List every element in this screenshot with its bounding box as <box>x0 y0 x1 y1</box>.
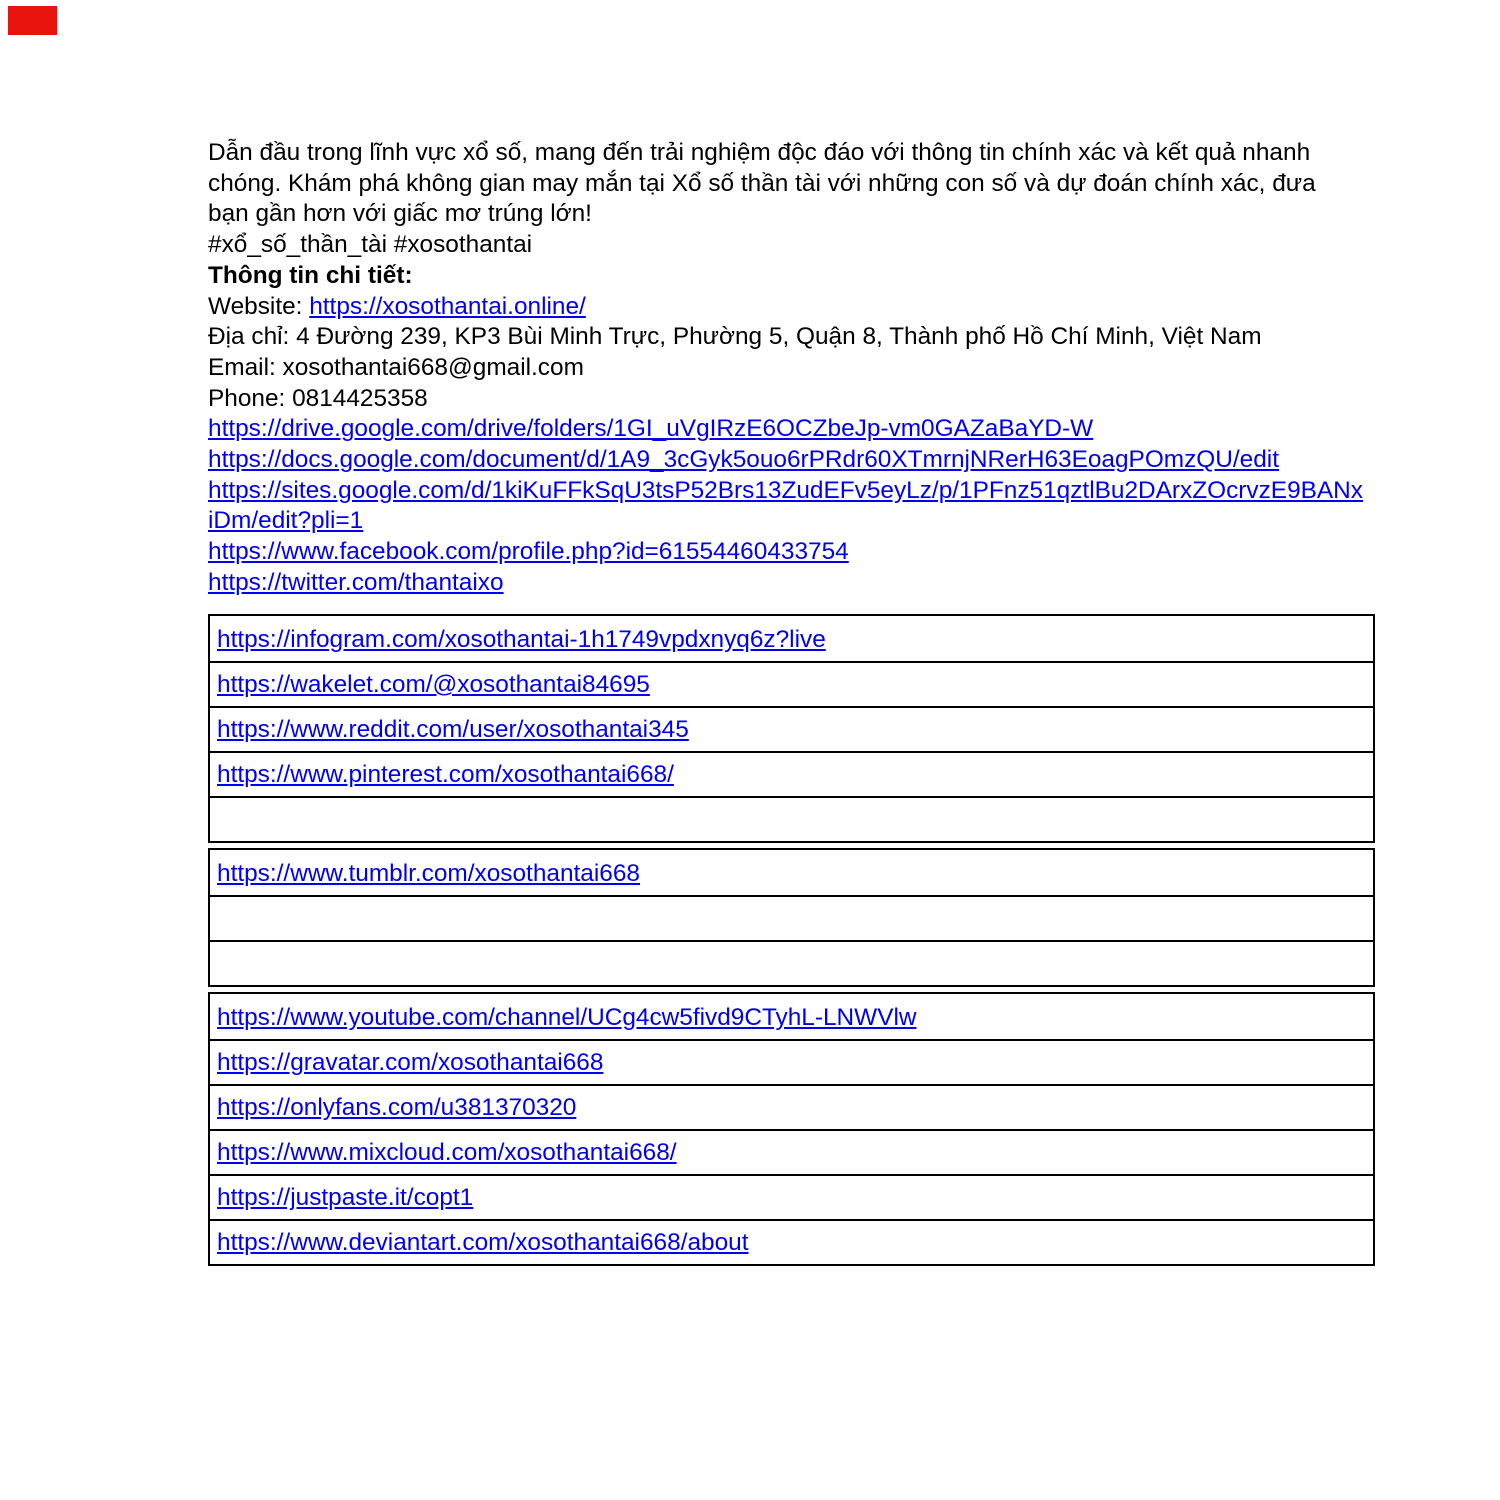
table-row <box>210 994 1373 1039</box>
table-link[interactable]: https://gravatar.com/xosothantai668 <box>217 1048 604 1076</box>
profile-link[interactable]: https://www.facebook.com/profile.php?id=61554460433754 <box>208 538 849 566</box>
table-row <box>210 1174 1373 1219</box>
table-row <box>210 796 1373 841</box>
link-table <box>208 614 1375 843</box>
intro-paragraph: Dẫn đầu trong lĩnh vực xổ số, mang đến trải nghiệm độc đáo với thông tin chính xác và kết quả nhanh chóng. Khám phá không gian may mắn tại Xổ số thần tài với những con số và dự đoán chính xác, đưa bạn gần hơn với giấc mơ trúng lớn! <box>208 139 1316 228</box>
table-row <box>210 895 1373 940</box>
table-row <box>210 1129 1373 1174</box>
table-link[interactable]: https://www.tumblr.com/xosothantai668 <box>217 859 640 887</box>
details-heading: Thông tin chi tiết: <box>208 261 413 289</box>
table-row <box>210 616 1373 661</box>
table-link[interactable]: https://infogram.com/xosothantai-1h1749vpdxnyq6z?live <box>217 625 826 653</box>
table-row <box>210 1219 1373 1264</box>
profile-link[interactable]: https://sites.google.com/d/1kiKuFFkSqU3tsP52Brs13ZudEFv5eyLz/p/1PFnz51qztlBu2DArxZOcrvzE9BANxiDm/edit?pli=1 <box>208 476 1363 535</box>
website-label: Website: <box>208 292 310 320</box>
table-link[interactable]: https://onlyfans.com/u381370320 <box>217 1093 577 1121</box>
table-link[interactable]: https://www.deviantart.com/xosothantai668/about <box>217 1228 749 1256</box>
profile-link[interactable]: https://drive.google.com/drive/folders/1GI_uVgIRzE6OCZbeJp-vm0GAZaBaYD-W <box>208 415 1094 443</box>
profile-links-block <box>208 414 1363 598</box>
website-link[interactable]: https://xosothantai.online/ <box>309 292 586 320</box>
table-link[interactable]: https://wakelet.com/@xosothantai84695 <box>217 670 650 698</box>
profile-link[interactable]: https://twitter.com/thantaixo <box>208 568 504 596</box>
profile-link-line <box>208 537 1363 568</box>
hashtags-line: #xổ_số_thần_tài #xosothantai <box>208 231 533 259</box>
table-link[interactable]: https://www.pinterest.com/xosothantai668/ <box>217 760 674 788</box>
table-link[interactable]: https://www.youtube.com/channel/UCg4cw5fivd9CTyhL-LNWVlw <box>217 1003 917 1031</box>
table-row <box>210 706 1373 751</box>
email-line: Email: xosothantai668@gmail.com <box>208 353 584 381</box>
link-table <box>208 992 1375 1266</box>
profile-link-line <box>208 568 1363 599</box>
table-row <box>210 1039 1373 1084</box>
profile-link-line <box>208 414 1363 445</box>
link-table <box>208 848 1375 987</box>
table-row <box>210 751 1373 796</box>
table-link[interactable]: https://justpaste.it/copt1 <box>217 1183 474 1211</box>
table-row <box>210 661 1373 706</box>
website-line <box>208 292 1363 323</box>
table-row <box>210 850 1373 895</box>
phone-line: Phone: 0814425358 <box>208 384 428 412</box>
table-row <box>210 940 1373 985</box>
profile-link-line <box>208 445 1363 476</box>
table-row <box>210 1084 1373 1129</box>
link-tables-block <box>208 614 1363 1266</box>
document-content <box>208 138 1363 1266</box>
table-link[interactable]: https://www.reddit.com/user/xosothantai345 <box>217 715 689 743</box>
table-link[interactable]: https://www.mixcloud.com/xosothantai668/ <box>217 1138 677 1166</box>
profile-link[interactable]: https://docs.google.com/document/d/1A9_3cGyk5ouo6rPRdr60XTmrnjNRerH63EoagPOmzQU/edit <box>208 446 1279 474</box>
address-line: Địa chỉ: 4 Đường 239, KP3 Bùi Minh Trực, Phường 5, Quận 8, Thành phố Hồ Chí Minh, Việt Nam <box>208 323 1262 351</box>
profile-link-line <box>208 476 1363 537</box>
red-marker <box>8 6 57 35</box>
